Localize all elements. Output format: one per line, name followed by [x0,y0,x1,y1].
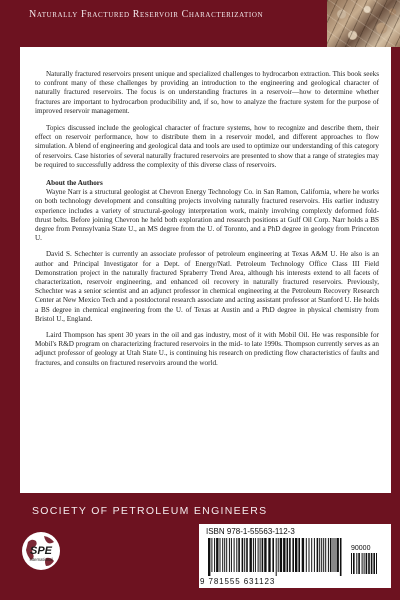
author-bio-narr: Wayne Narr is a structural geologist at Chevron Energy Technology Co. in San Ramon, California, where he works on both technology development and consulting projects involving naturally fractured reservoirs. His earlier industry experience includes a variety of structural-geology interpretation work, mainly involving complexly deformed fold-thrust belts. Before joining Chevron he held both exploration and research positions at Gulf Oil Corp. Narr holds a BS degree from Pennsylvania State U., an MS degree from the U. of Toronto, and a PhD degree in geology from Princeton U. [35,188,379,243]
price-code: 90000 [351,545,371,552]
spe-logo-text: SPE [29,545,53,557]
addon-barcode-bars [350,553,379,578]
blurb-paragraph-2: Topics discussed include the geological character of fracture systems, how to recognize and describe them, their effect on reservoir performance, how to distribute them in a reservoir model, and different approaches to flow simulation. A blend of engineering and geological data and tools are used to optimize our understanding of this category of reservoirs. Case histories of several naturally fractured reservoirs are presented to show that a range of strategies may be required to successfully address the complexity of this diverse class of reservoirs. [35,124,379,169]
barcode-digits: 9 781555 631123 [200,577,276,586]
ean-barcode-bars [207,538,343,576]
author-bio-thompson: Laird Thompson has spent 30 years in the oil and gas industry, most of it with Mobil Oil. He was responsible for Mobil's R&D program on characterizing fractured reservoirs in the mid- to late 1990s. Thompson currently serves as an adjunct professor of geology at Utah State U., is continuing his research on predicting flow characteristics of faults and fractures, and consults on fractured reservoirs around the world. [35,331,379,367]
blurb-paragraph-1: Naturally fractured reservoirs present unique and specialized challenges to hydrocarbon extraction. This book seeks to confront many of these challenges by providing an introduction to the engineering and geological character of naturally fractured reservoirs. The focus is on understanding fractures in a reservoir—how to determine whether fractures are important to hydrocarbon producibility and, if so, how to analyze the fracture system for the purpose of improved reservoir management. [35,70,379,115]
spe-logo [20,530,62,572]
spe-logo-subtext: International [29,557,53,562]
series-title: Naturally Fractured Reservoir Characterization [29,9,264,20]
isbn-number: ISBN 978-1-55563-112-3 [206,527,295,536]
back-cover-text-panel [20,47,391,493]
author-bio-schechter: David S. Schechter is currently an associate professor of petroleum engineering at Texas A&M U. He also is an author and Principal Investigator for a Dept. of Energy/Natl. Petroleum Technology Office Class III Field Demonstration project in the naturally fractured Spraberry Trend Area, although his interests extend to all facets of characterization, reservoir engineering, and enhanced oil recovery in naturally fractured reservoirs. Previously, Schechter was a senior scientist and an adjunct professor in chemical engineering at the Petroleum Recovery Research Center at New Mexico Tech and a postdoctoral research associate and acting assistant professor at Stanford U. He holds a BS degree in chemical engineering from the U. of Texas at Austin and a PhD degree in physical chemistry from Bristol U., England. [35,250,379,323]
publisher-name: SOCIETY OF PETROLEUM ENGINEERS [32,505,268,517]
about-authors-heading: About the Authors [46,179,103,188]
isbn-barcode [199,524,391,588]
fractured-rock-photo [327,0,400,47]
